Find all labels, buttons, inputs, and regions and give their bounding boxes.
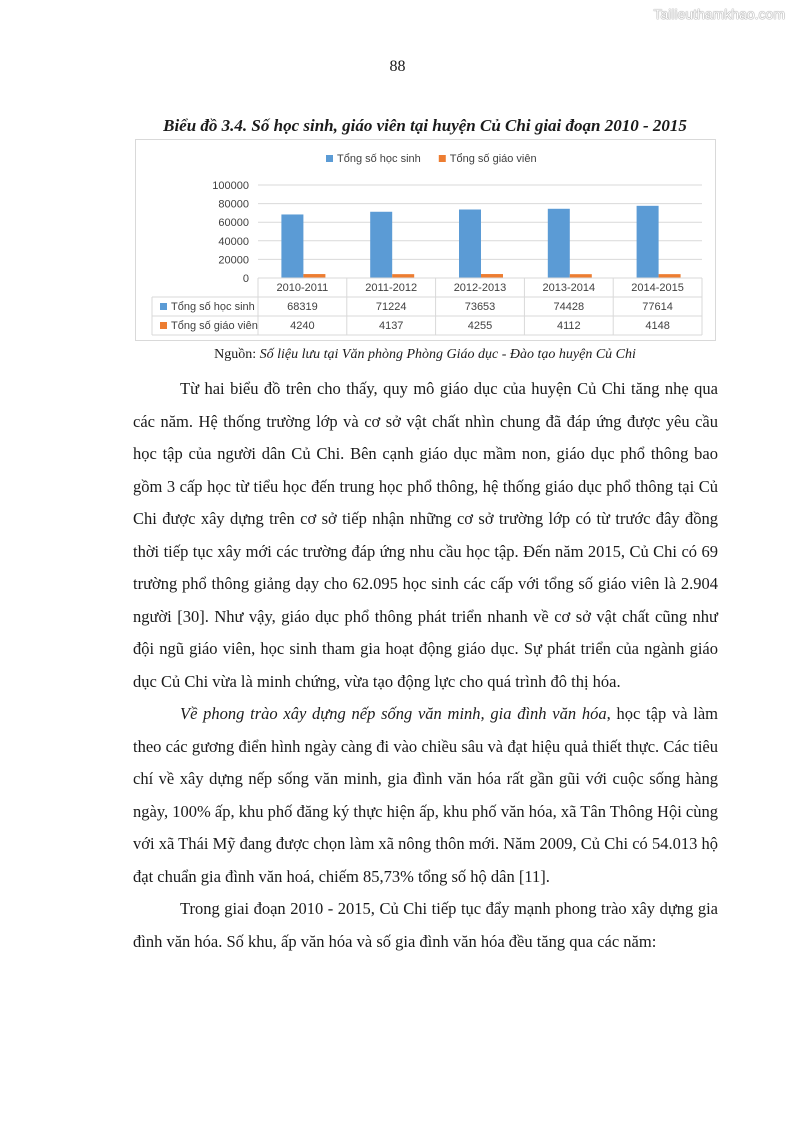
paragraph-2	[133, 698, 718, 893]
data-label: 4240	[290, 320, 315, 332]
bar-tổng-số-học-sinh	[370, 212, 392, 278]
y-tick-label: 0	[242, 273, 249, 285]
bar-tổng-số-giáo-viên	[659, 274, 681, 278]
paragraph-1	[133, 373, 718, 698]
legend-swatch-2	[439, 155, 446, 162]
chart	[135, 139, 716, 341]
paragraph-2-italic: Về phong trào xây dựng nếp sống văn minh, gia đình văn hóa	[180, 704, 607, 723]
table-series-label: Tổng số học sinh	[171, 301, 255, 313]
data-label: 4255	[467, 320, 493, 332]
y-tick-label: 80000	[218, 198, 249, 211]
legend-swatch-1	[326, 155, 333, 162]
x-tick-label: 2014-2015	[631, 282, 684, 294]
bar-tổng-số-học-sinh	[281, 214, 303, 278]
x-tick-label: 2012-2013	[453, 282, 507, 294]
data-label: 73653	[464, 301, 496, 313]
paragraph-3	[133, 893, 718, 958]
y-tick-label: 40000	[218, 235, 249, 248]
legend-label-1: Tổng số học sinh	[337, 153, 421, 165]
page-number: 88	[389, 58, 406, 75]
data-label: 77614	[642, 301, 673, 313]
data-label: 74428	[553, 301, 585, 313]
watermark: Tailieuthamkhao.com	[653, 6, 785, 22]
data-label: 4112	[556, 320, 581, 332]
chart-title: Biểu đồ 3.4. Số học sinh, giáo viên tại huyện Củ Chi giai đoạn 2010 - 2015	[163, 116, 687, 135]
paragraph-1-text: Từ hai biểu đồ trên cho thấy, quy mô giáo dục của huyện Củ Chi tăng nhẹ qua các năm. Hệ thống trường lớp và cơ sở vật chất nhìn chung đã đáp ứng được yêu cầu học tập của người dân Củ Chi. Bên cạnh giáo dục mầm non, giáo dục phổ thông bao gồm 3 cấp học từ tiểu học đến trung học phổ thông, hệ thống giáo dục phổ thông tại Củ Chi được xây dựng trên cơ sở tiếp nhận những cơ sở trường lớp có từ trước đây đồng thời tiếp tục xây mới các trường đáp ứng nhu cầu học tập. Đến năm 2015, Củ Chi có 69 trường phổ thông giảng dạy cho 62.095 học sinh các cấp với tổng số giáo viên là 2.904 người [30]. Như vậy, giáo dục phổ thông phát triển nhanh về cơ sở vật chất cũng như đội ngũ giáo viên, học sinh tham gia hoạt động giáo dục. Sự phát triển của ngành giáo dục Củ Chi vừa là minh chứng, vừa tạo động lực cho quá trình đô thị hóa.	[133, 379, 718, 691]
table-legend-swatch	[160, 322, 167, 329]
body-text	[133, 373, 718, 958]
bar-tổng-số-giáo-viên	[303, 274, 325, 278]
table-series-label: Tổng số giáo viên	[171, 320, 258, 332]
bar-tổng-số-học-sinh	[637, 206, 659, 278]
chart-svg	[136, 140, 717, 342]
data-label: 4137	[378, 320, 404, 332]
legend-label-2: Tổng số giáo viên	[449, 153, 537, 165]
y-tick-label: 60000	[218, 217, 249, 230]
bar-tổng-số-học-sinh	[548, 209, 570, 278]
source-text: Số liệu lưu tại Văn phòng Phòng Giáo dục - Đào tạo huyện Củ Chi	[259, 347, 636, 362]
data-label: 4148	[645, 320, 670, 332]
data-label: 68319	[287, 301, 318, 313]
data-label: 71224	[375, 301, 407, 313]
x-tick-label: 2011-2012	[365, 282, 418, 294]
bar-tổng-số-giáo-viên	[392, 274, 414, 278]
x-tick-label: 2010-2011	[276, 282, 329, 294]
y-tick-label: 20000	[218, 254, 249, 267]
x-tick-label: 2013-2014	[542, 282, 596, 294]
bar-tổng-số-học-sinh	[459, 210, 481, 278]
table-legend-swatch	[160, 303, 167, 310]
y-tick-label: 100000	[212, 180, 249, 192]
chart-source	[130, 347, 720, 363]
paragraph-2-text: , học tập và làm theo các gương điển hình ngày càng đi vào chiều sâu và đạt hiệu quả thiết thực. Các tiêu chí về xây dựng nếp sống văn minh, gia đình văn hóa rất gần gũi với cuộc sống hàng ngày, 100% ấp, khu phố đăng ký thực hiện ấp, khu phố văn hóa, xã Tân Thông Hội cùng với xã Thái Mỹ đang được chọn làm xã nông thôn mới. Năm 2009, Củ Chi có 54.013 hộ đạt chuẩn gia đình văn hoá, chiếm 85,73% tổng số hộ dân [11].	[133, 704, 719, 886]
source-prefix: Nguồn:	[214, 347, 260, 362]
paragraph-3-text: Trong giai đoạn 2010 - 2015, Củ Chi tiếp tục đẩy mạnh phong trào xây dựng gia đình văn hóa. Số khu, ấp văn hóa và số gia đình văn hóa đều tăng qua các năm:	[133, 899, 718, 951]
bar-tổng-số-giáo-viên	[570, 274, 592, 278]
bar-tổng-số-giáo-viên	[481, 274, 503, 278]
